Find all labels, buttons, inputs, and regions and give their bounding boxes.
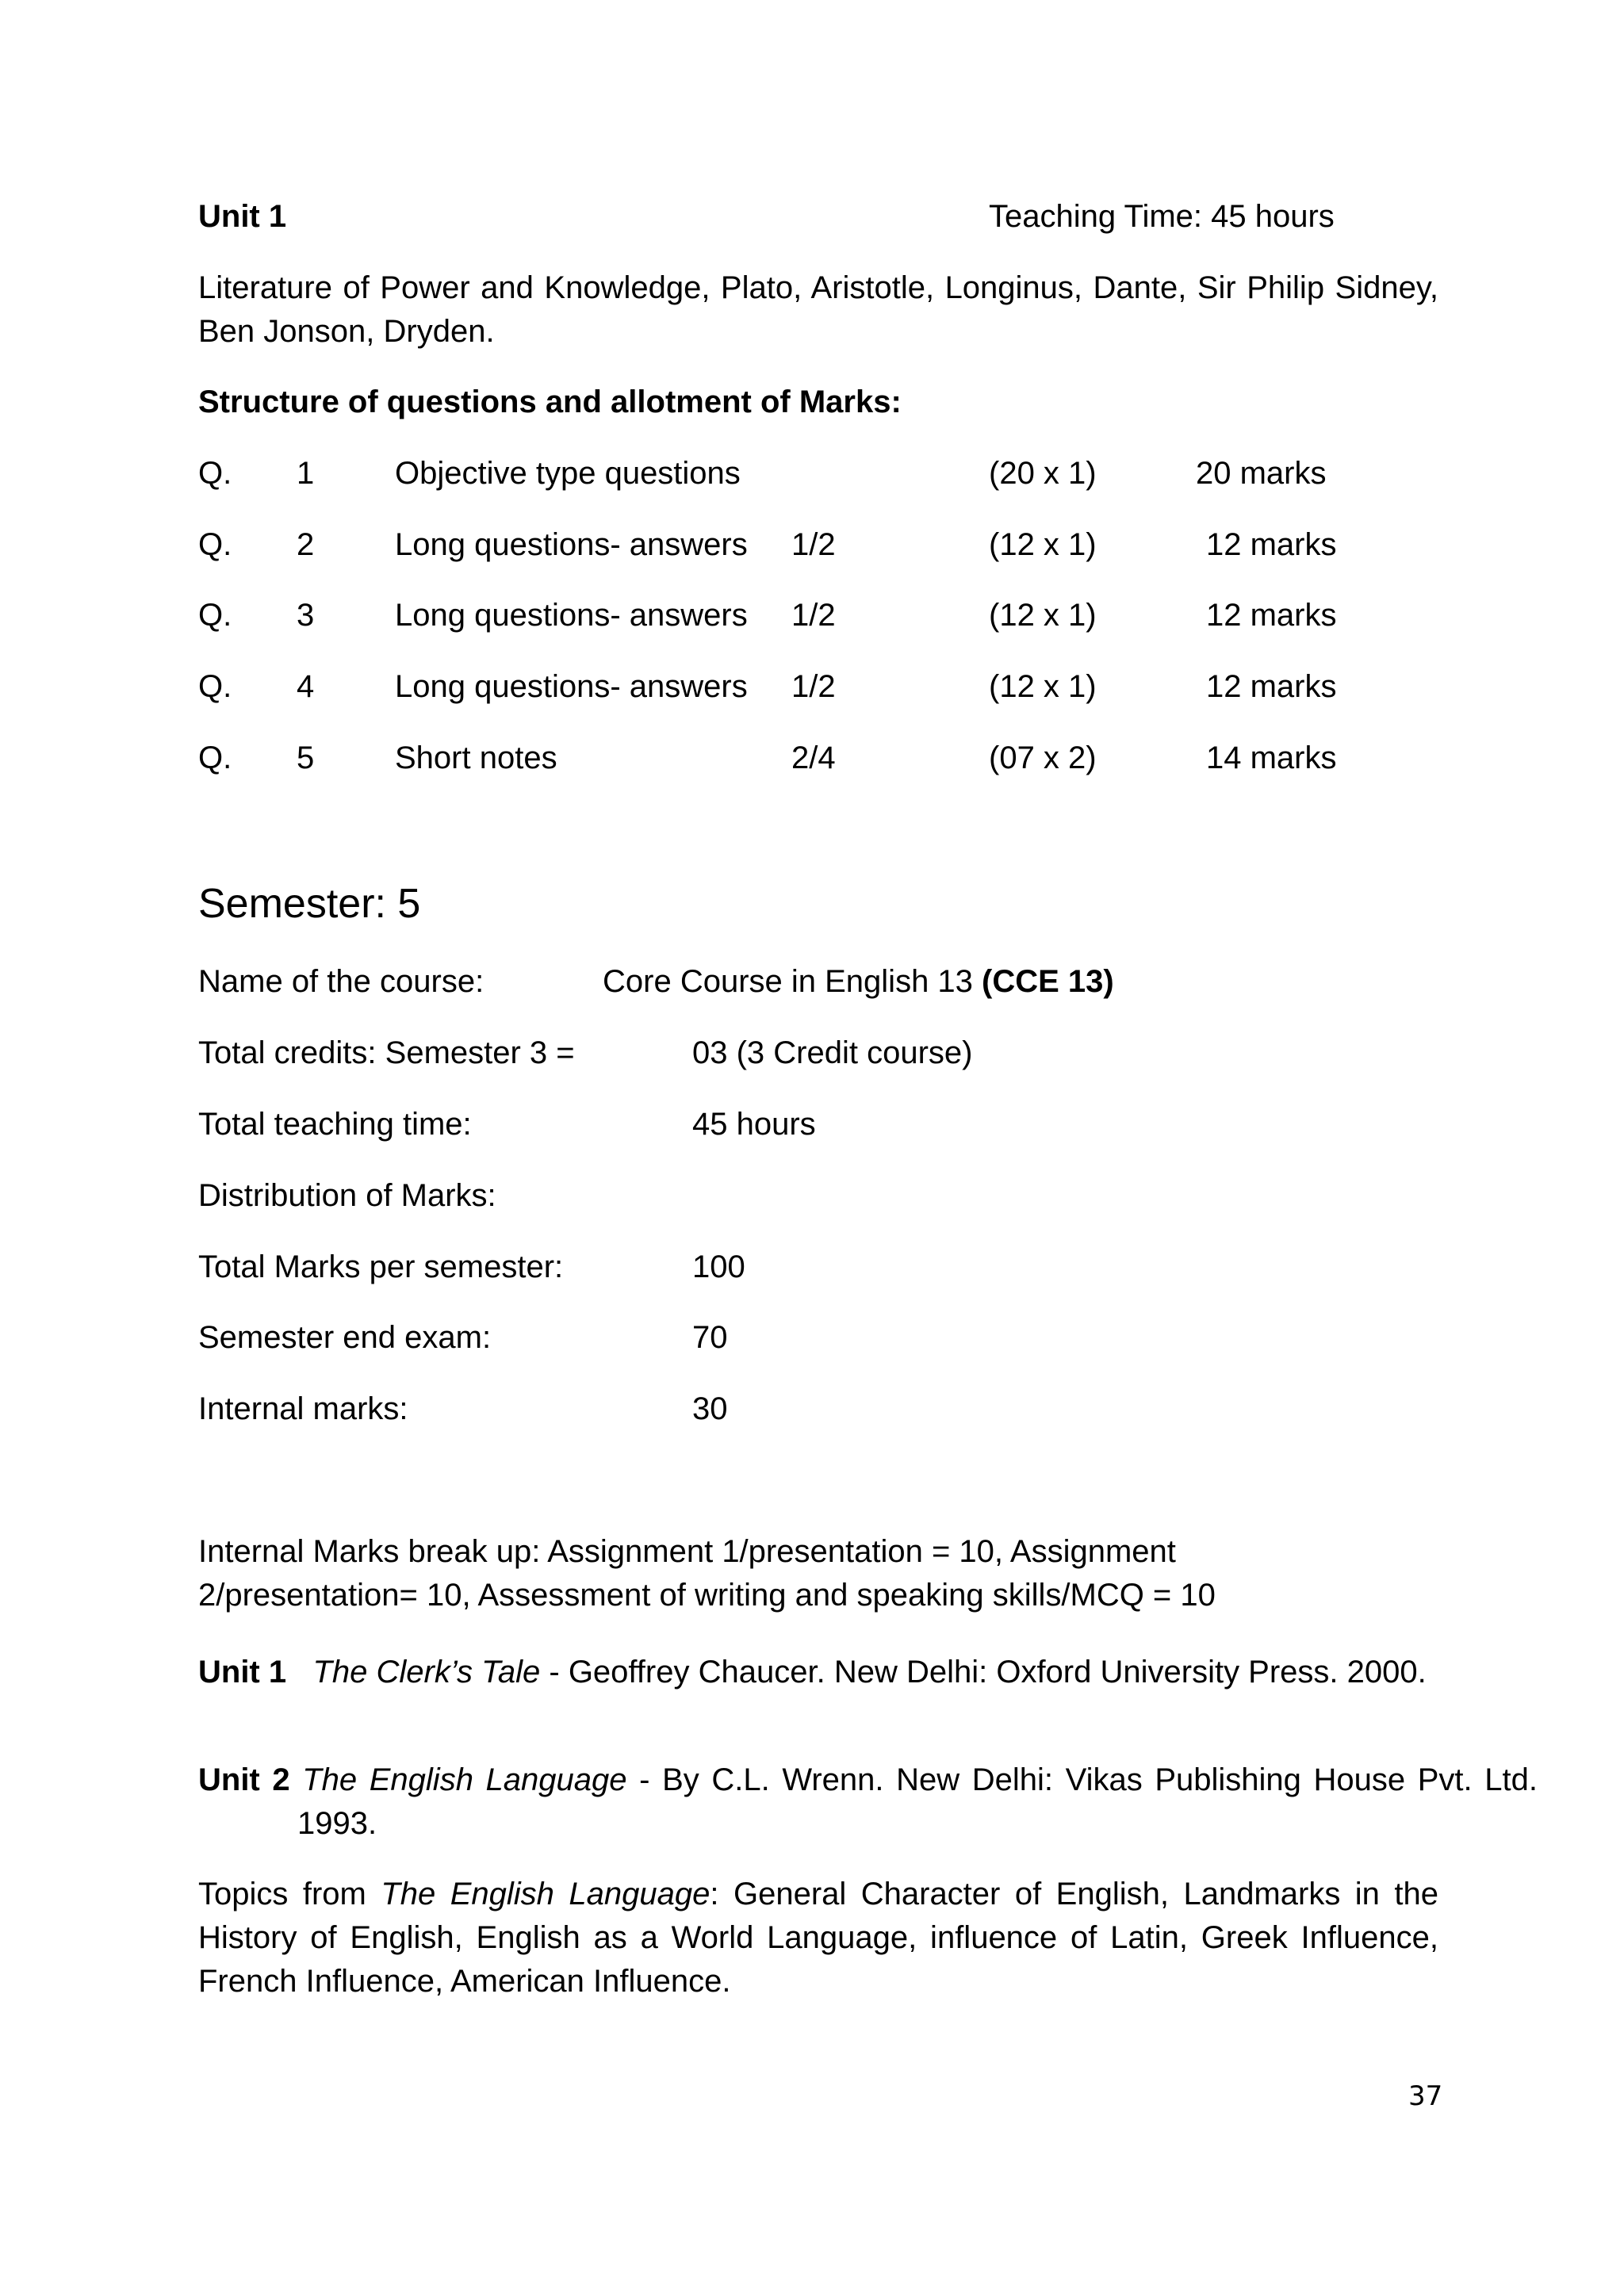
detail-label: Total teaching time: (198, 1107, 472, 1142)
topics-list: : General Character of English, Landmarks in the History of English, English as a World Language, influence of Latin, Greek Influence, French Influence, American Influence. (198, 1877, 1439, 1999)
unit-label: Unit 2 (198, 1762, 290, 1797)
q-prefix: Q. (198, 669, 232, 704)
detail-label: Internal marks: (198, 1391, 408, 1426)
unit-book-details: - By C.L. Wrenn. New Delhi: Vikas Publishing House Pvt. Ltd. 1993. (297, 1762, 1538, 1841)
q-calculation: (07 x 2) (989, 740, 1097, 775)
detail-value: 30 (692, 1391, 728, 1426)
semester-title: Semester: 5 (198, 881, 421, 927)
detail-value: 70 (692, 1320, 728, 1355)
unit-book-details: - Geoffrey Chaucer. New Delhi: Oxford University Press. 2000. (540, 1655, 1427, 1689)
detail-label: Total credits: Semester 3 = (198, 1035, 575, 1070)
detail-label: Distribution of Marks: (198, 1178, 496, 1213)
course-code: (CCE 13) (982, 964, 1114, 999)
q-number: 4 (297, 669, 315, 704)
detail-label: Semester end exam: (198, 1320, 492, 1355)
page-number: 37 (1408, 2080, 1443, 2112)
course-name (603, 960, 1114, 1004)
unit-entry (198, 1651, 1538, 1694)
structure-heading: Structure of questions and allotment of Marks: (198, 385, 902, 419)
detail-value: 03 (3 Credit course) (692, 1035, 973, 1070)
q-calculation: (12 x 1) (989, 527, 1097, 562)
q-choice: 1/2 (791, 527, 836, 562)
q-description: Objective type questions (395, 456, 741, 491)
q-number: 5 (297, 740, 315, 775)
teaching-time: Teaching Time: 45 hours (989, 199, 1335, 234)
q-calculation: (12 x 1) (989, 598, 1097, 633)
detail-label: Total Marks per semester: (198, 1249, 564, 1284)
course-title: Core Course in English 13 (603, 964, 982, 999)
unit-book-title: The Clerk’s Tale (312, 1655, 541, 1689)
unit-label: Unit 1 (198, 1655, 287, 1689)
detail-value: 45 hours (692, 1107, 816, 1142)
q-prefix: Q. (198, 740, 232, 775)
q-prefix: Q. (198, 527, 232, 562)
unit-entry (198, 1758, 1538, 1846)
q-marks: 12 marks (1206, 669, 1337, 704)
q-calculation: (12 x 1) (989, 669, 1097, 704)
q-choice: 2/4 (791, 740, 836, 775)
q-prefix: Q. (198, 598, 232, 633)
q-prefix: Q. (198, 456, 232, 491)
q-choice: 1/2 (791, 598, 836, 633)
q-marks: 12 marks (1206, 527, 1337, 562)
q-calculation: (20 x 1) (989, 456, 1097, 491)
topics-prefix: Topics from (198, 1877, 381, 1911)
unit1-topics: Literature of Power and Knowledge, Plato, Aristotle, Longinus, Dante, Sir Philip Sidney, Ben Jonson, Dryden. (198, 270, 1438, 349)
q-marks: 20 marks (1196, 456, 1327, 491)
q-marks: 14 marks (1206, 740, 1337, 775)
q-marks: 12 marks (1206, 598, 1337, 633)
q-number: 1 (297, 456, 315, 491)
q-description: Long questions- answers (395, 669, 748, 704)
internal-marks-breakup: Internal Marks break up: Assignment 1/presentation = 10, Assignment 2/presentation= 10, Assessment of writing and speaking skills/MCQ = 10 (198, 1534, 1216, 1613)
q-description: Long questions- answers (395, 598, 748, 633)
detail-value: 100 (692, 1249, 745, 1284)
q-description: Short notes (395, 740, 557, 775)
topics-book-title: The English Language (381, 1877, 710, 1911)
unit1-label: Unit 1 (198, 199, 287, 234)
unit-book-title: The English Language (302, 1762, 627, 1797)
q-description: Long questions- answers (395, 527, 748, 562)
topics-paragraph (198, 1873, 1438, 2003)
q-choice: 1/2 (791, 669, 836, 704)
course-name-label: Name of the course: (198, 964, 485, 999)
q-number: 3 (297, 598, 315, 633)
q-number: 2 (297, 527, 315, 562)
